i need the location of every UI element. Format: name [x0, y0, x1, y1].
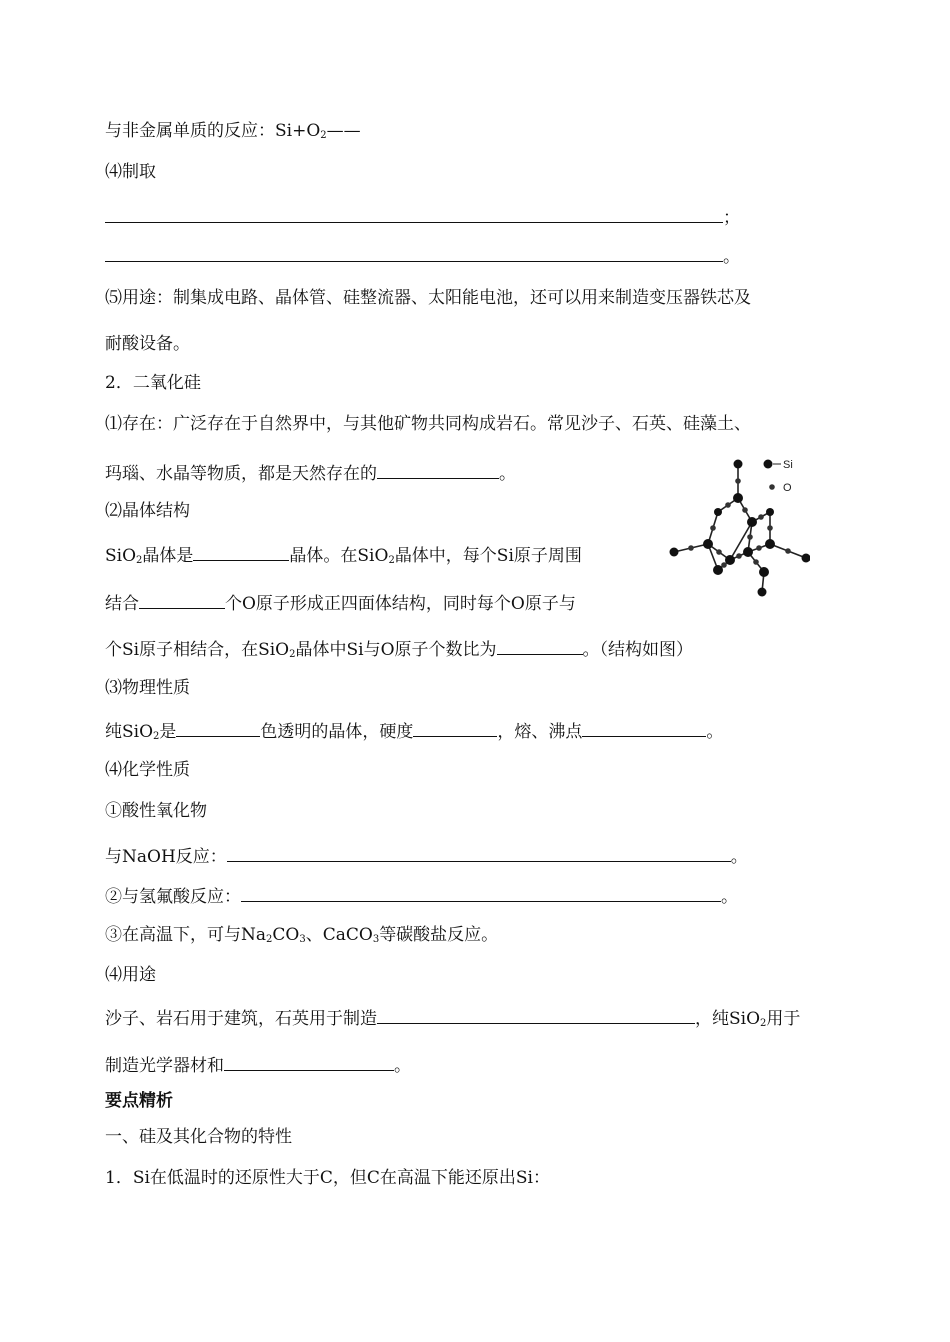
text: 与NaOH反应：	[105, 847, 227, 867]
text-si-reducing: 1．Si在低温时的还原性大于C，但C在高温下能还原出Si：	[105, 1168, 550, 1188]
blank-line-2	[105, 243, 740, 268]
answer-blank[interactable]	[139, 590, 225, 609]
text: 个Si原子相结合，在SiO	[105, 640, 290, 660]
blank-line-1	[105, 204, 740, 229]
answer-blank[interactable]	[105, 243, 723, 262]
answer-blank[interactable]	[413, 718, 497, 737]
subscript: 3	[299, 934, 306, 945]
text: 晶体是	[142, 546, 194, 566]
text: 玛瑙、水晶等物质，都是天然存在的	[105, 464, 377, 484]
subscript: 2	[289, 649, 296, 660]
subscript: 2	[388, 555, 395, 566]
text-structure-line-1	[105, 542, 582, 572]
text-physical-line	[105, 718, 723, 748]
subscript: 3	[372, 934, 380, 945]
text: 与非金属单质的反应：Si+O	[105, 121, 321, 141]
text-uses-sio2-line-2	[105, 1052, 411, 1077]
section-preparation: ⑷制取	[105, 162, 156, 182]
section-chemical-properties: ⑷化学性质	[105, 760, 190, 780]
text: 制造光学器材和	[105, 1056, 224, 1076]
answer-blank[interactable]	[176, 718, 260, 737]
text: 沙子、岩石用于建筑，石英用于制造	[105, 1009, 377, 1029]
section-uses: ⑷用途	[105, 965, 156, 985]
legend-o-label: O	[783, 482, 792, 494]
o-atoms	[688, 478, 791, 568]
answer-blank[interactable]	[193, 542, 289, 561]
text: ③在高温下，可与Na	[105, 925, 267, 945]
text-uses-line-1: ⑸用途：制集成电路、晶体管、硅整流器、太阳能电池，还可以用来制造变压器铁芯及	[105, 288, 751, 308]
text: 、CaCO	[305, 925, 373, 945]
text: SiO	[105, 546, 137, 566]
text: 晶体。在SiO	[289, 546, 389, 566]
text: 个O原子形成正四面体结构，同时每个O原子与	[225, 594, 576, 614]
text-uses-sio2-line-1	[105, 1005, 800, 1035]
answer-blank[interactable]	[377, 460, 499, 479]
legend-si-icon	[764, 460, 773, 469]
legend	[764, 459, 793, 494]
subscript: 2	[320, 130, 327, 141]
subscript: 2	[266, 934, 273, 945]
text: 结合	[105, 594, 139, 614]
text: ；	[723, 208, 740, 228]
text: 纯SiO	[105, 722, 154, 742]
text: 。	[721, 887, 738, 907]
heading-key-points: 要点精析	[105, 1091, 173, 1111]
text: 。	[723, 247, 740, 267]
text-carbonate-reaction	[105, 924, 498, 951]
text: ——	[326, 121, 361, 141]
sio2-structure-diagram	[660, 452, 810, 598]
text-line-si-nonmetal	[105, 120, 361, 147]
legend-si-label: Si	[783, 459, 793, 471]
text-naoh-reaction	[105, 843, 748, 868]
text: 。	[499, 464, 516, 484]
text: 色透明的晶体，硬度	[260, 722, 414, 742]
section-physical-properties: ⑶物理性质	[105, 678, 190, 698]
subscript: 2	[153, 731, 160, 742]
answer-blank[interactable]	[497, 636, 583, 655]
text: CO	[272, 925, 300, 945]
answer-blank[interactable]	[241, 883, 721, 902]
subscript: 2	[136, 555, 143, 566]
text: ②与氢氟酸反应：	[105, 887, 241, 907]
text: ，纯SiO	[695, 1009, 761, 1029]
section-crystal-structure: ⑵晶体结构	[105, 501, 190, 521]
text-structure-line-2	[105, 590, 576, 615]
text-structure-line-3	[105, 636, 693, 666]
text-uses-line-2: 耐酸设备。	[105, 334, 190, 354]
text: 晶体中，每个Si原子周围	[394, 546, 582, 566]
heading-silicon-properties: 一、硅及其化合物的特性	[105, 1127, 292, 1147]
text: ，熔、沸点	[497, 722, 583, 742]
answer-blank[interactable]	[105, 204, 723, 223]
text: 等碳酸盐反应。	[379, 925, 499, 945]
answer-blank[interactable]	[582, 718, 706, 737]
text: 。	[730, 847, 748, 867]
text: 。	[706, 722, 724, 742]
text: 。	[394, 1056, 411, 1076]
heading-silicon-dioxide: 2．二氧化硅	[105, 373, 201, 393]
answer-blank[interactable]	[224, 1052, 394, 1071]
answer-blank[interactable]	[227, 843, 731, 862]
text: 。（结构如图）	[582, 640, 694, 660]
text-existence-line-1: ⑴存在：广泛存在于自然界中，与其他矿物共同构成岩石。常见沙子、石英、硅藻土、	[105, 414, 751, 434]
text-existence-line-2	[105, 460, 516, 485]
text-acidic-oxide: ①酸性氧化物	[105, 801, 207, 821]
answer-blank[interactable]	[377, 1005, 695, 1024]
legend-o-icon	[769, 484, 775, 490]
text: 是	[159, 722, 177, 742]
text: 晶体中Si与O原子个数比为	[295, 640, 497, 660]
subscript: 2	[760, 1018, 767, 1029]
text: 用于	[766, 1009, 801, 1029]
text-hf-reaction	[105, 883, 738, 908]
